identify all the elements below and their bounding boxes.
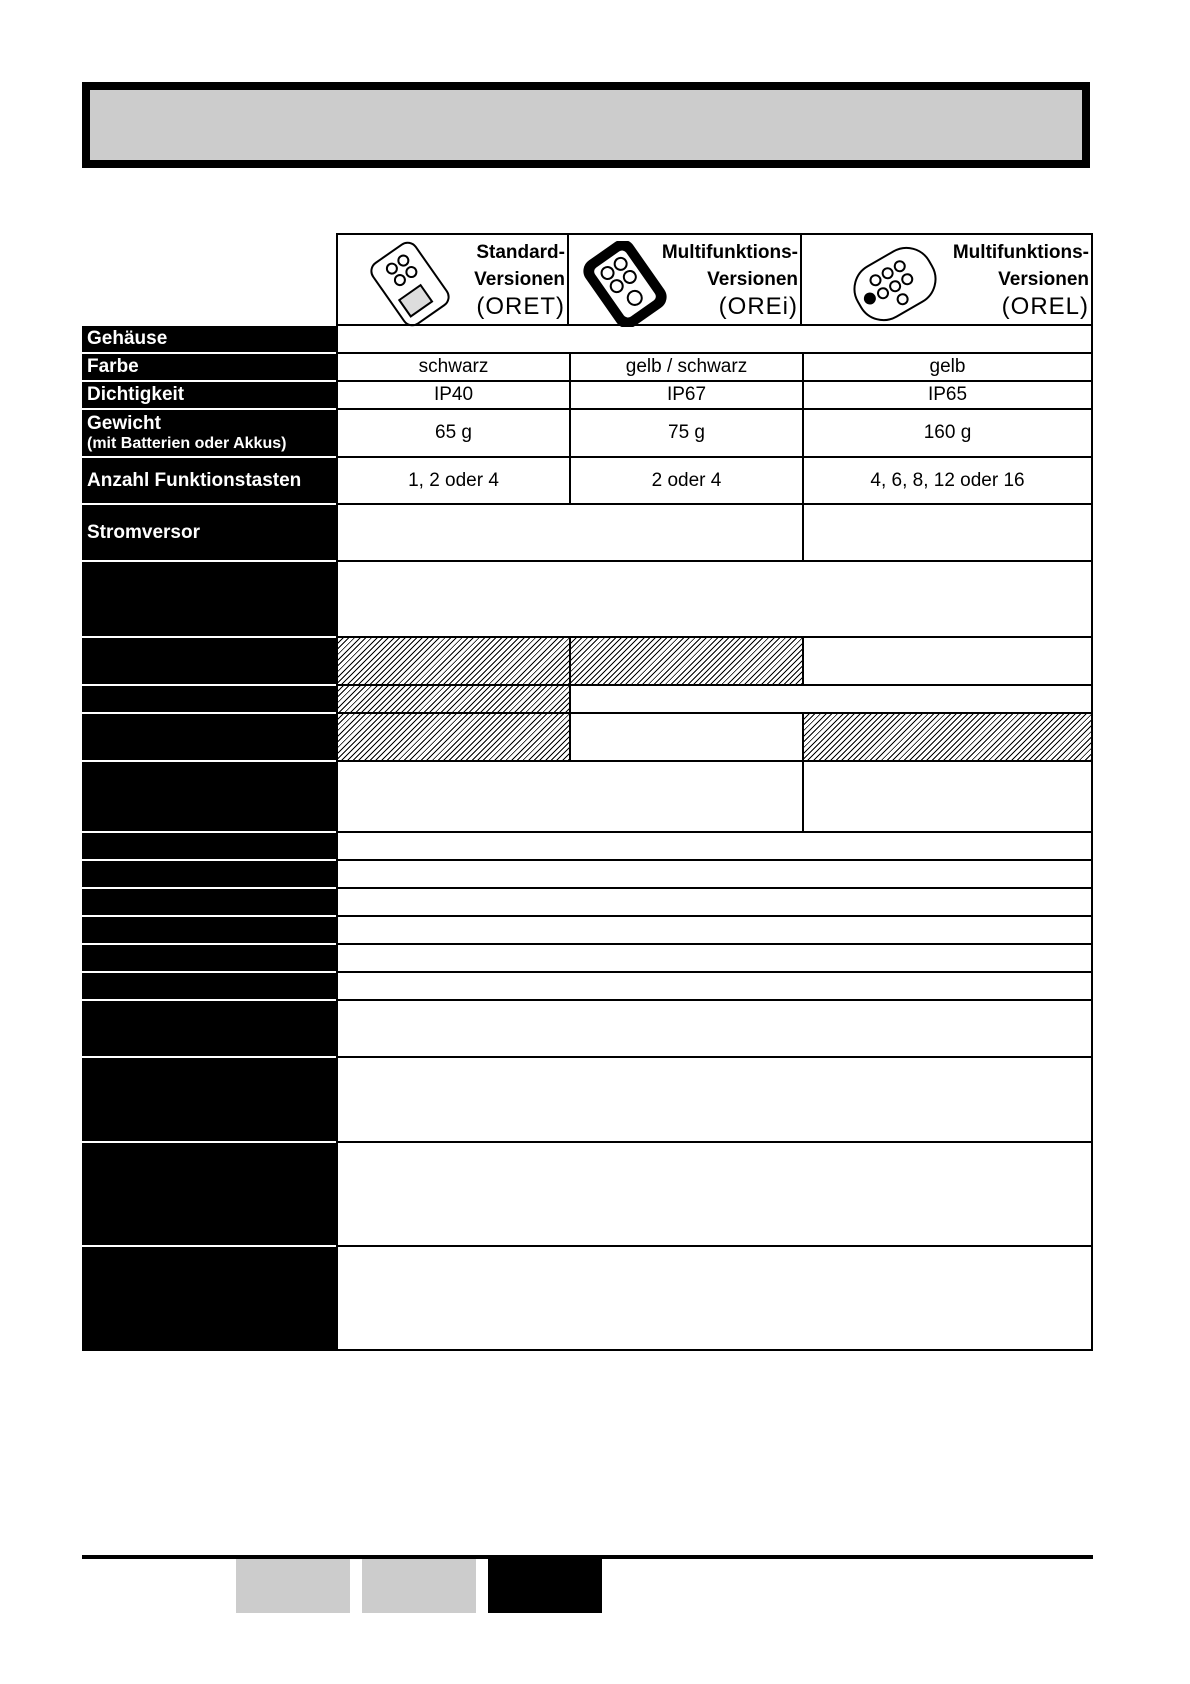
cell-value: gelb	[929, 356, 966, 377]
row-label	[82, 861, 336, 889]
row-label: Gehäuse	[82, 326, 336, 354]
hatched-cell	[338, 714, 569, 760]
hatched-cell	[338, 686, 569, 712]
footer-tab-1[interactable]	[236, 1559, 350, 1613]
cell-value: IP65	[927, 384, 968, 405]
column-header-code: (OREi)	[718, 293, 798, 320]
row-cells	[336, 505, 1093, 562]
hatched-cell	[338, 638, 569, 684]
table-row-blank	[82, 973, 1093, 1001]
row-cells	[336, 917, 1093, 945]
table-row-blank	[82, 1001, 1093, 1058]
table-row-blank	[82, 762, 1093, 833]
row-cells	[336, 410, 1093, 458]
cell-value: 1, 2 oder 4	[408, 469, 499, 491]
cell-value: gelb / schwarz	[625, 356, 748, 377]
row-label	[82, 945, 336, 973]
column-header-code: (OREL)	[1001, 293, 1089, 320]
table-row-strom	[82, 505, 1093, 562]
row-cells	[336, 638, 1093, 686]
table-row-blank	[82, 1058, 1093, 1143]
row-cells	[336, 889, 1093, 917]
hatched-cell	[571, 638, 802, 684]
row-label	[82, 1058, 336, 1143]
remote-oret-icon	[362, 241, 458, 327]
column-header-line2: Versionen	[707, 269, 798, 290]
row-cells	[336, 1143, 1093, 1247]
cell-value: 2 oder 4	[651, 469, 722, 491]
row-label	[82, 1143, 336, 1247]
row-cells	[336, 945, 1093, 973]
column-header-oret	[336, 233, 569, 326]
row-cells	[336, 833, 1093, 861]
row-label-sub: (mit Batterien oder Akkus)	[87, 435, 287, 452]
cell-value: 75 g	[668, 422, 705, 443]
table-row-blank	[82, 686, 1093, 714]
row-label	[82, 889, 336, 917]
table-row-blank	[82, 917, 1093, 945]
cell-value: 65 g	[435, 422, 472, 443]
remote-orel-icon	[840, 241, 950, 327]
column-header-line1: Multifunktions-	[661, 242, 798, 263]
row-cells	[336, 354, 1093, 382]
row-cells	[336, 762, 1093, 833]
row-cells	[336, 1001, 1093, 1058]
column-header-line2: Versionen	[474, 269, 565, 290]
cell-value: 4, 6, 8, 12 oder 16	[870, 469, 1025, 491]
table-row-blank	[82, 861, 1093, 889]
row-cells	[336, 714, 1093, 762]
hatched-cell	[804, 714, 1091, 760]
footer-tab-active[interactable]	[488, 1559, 602, 1613]
row-label	[82, 973, 336, 1001]
row-label	[82, 686, 336, 714]
page-title-bar	[82, 82, 1090, 168]
row-cells	[336, 326, 1093, 354]
row-cells	[336, 1247, 1093, 1351]
column-header-line1: Multifunktions-	[952, 242, 1089, 263]
table-row-gehaeuse	[82, 326, 1093, 354]
table-row-farbe	[82, 354, 1093, 382]
row-cells	[336, 861, 1093, 889]
row-cells	[336, 562, 1093, 638]
table-row-blank	[82, 638, 1093, 686]
table-row-anzahl	[82, 458, 1093, 505]
cell-value: 160 g	[923, 422, 972, 443]
row-label	[82, 714, 336, 762]
row-cells	[336, 973, 1093, 1001]
row-cells	[336, 458, 1093, 505]
row-label	[82, 762, 336, 833]
row-label	[82, 562, 336, 638]
row-label	[82, 833, 336, 861]
row-cells	[336, 1058, 1093, 1143]
row-label	[82, 1001, 336, 1058]
column-header-orei	[569, 233, 802, 326]
table-row-blank	[82, 889, 1093, 917]
row-cells	[336, 382, 1093, 410]
row-label	[82, 638, 336, 686]
table-row-blank	[82, 562, 1093, 638]
row-cells	[336, 686, 1093, 714]
row-label: Anzahl Funktionstasten	[82, 458, 336, 505]
table-row-blank	[82, 1247, 1093, 1351]
row-label	[82, 1247, 336, 1351]
table-row-blank	[82, 945, 1093, 973]
footer-tab-2[interactable]	[362, 1559, 476, 1613]
table-row-dichtigkeit	[82, 382, 1093, 410]
cell-value: schwarz	[418, 356, 489, 377]
column-header-orel	[802, 233, 1093, 326]
cell-value: IP40	[433, 384, 474, 405]
row-label: Dichtigkeit	[82, 382, 336, 410]
row-label: Stromversor	[82, 505, 336, 562]
column-header-code: (ORET)	[476, 293, 565, 320]
row-label	[82, 410, 336, 458]
table-row-blank	[82, 833, 1093, 861]
row-label-main: Gewicht	[87, 413, 161, 434]
table-row-blank	[82, 1143, 1093, 1247]
row-label	[82, 917, 336, 945]
cell-value: IP67	[666, 384, 707, 405]
remote-orei-icon	[577, 241, 673, 327]
column-header-line2: Versionen	[998, 269, 1089, 290]
column-header-line1: Standard-	[476, 242, 565, 263]
table-row-gewicht	[82, 410, 1093, 458]
row-label: Farbe	[82, 354, 336, 382]
table-row-blank	[82, 714, 1093, 762]
